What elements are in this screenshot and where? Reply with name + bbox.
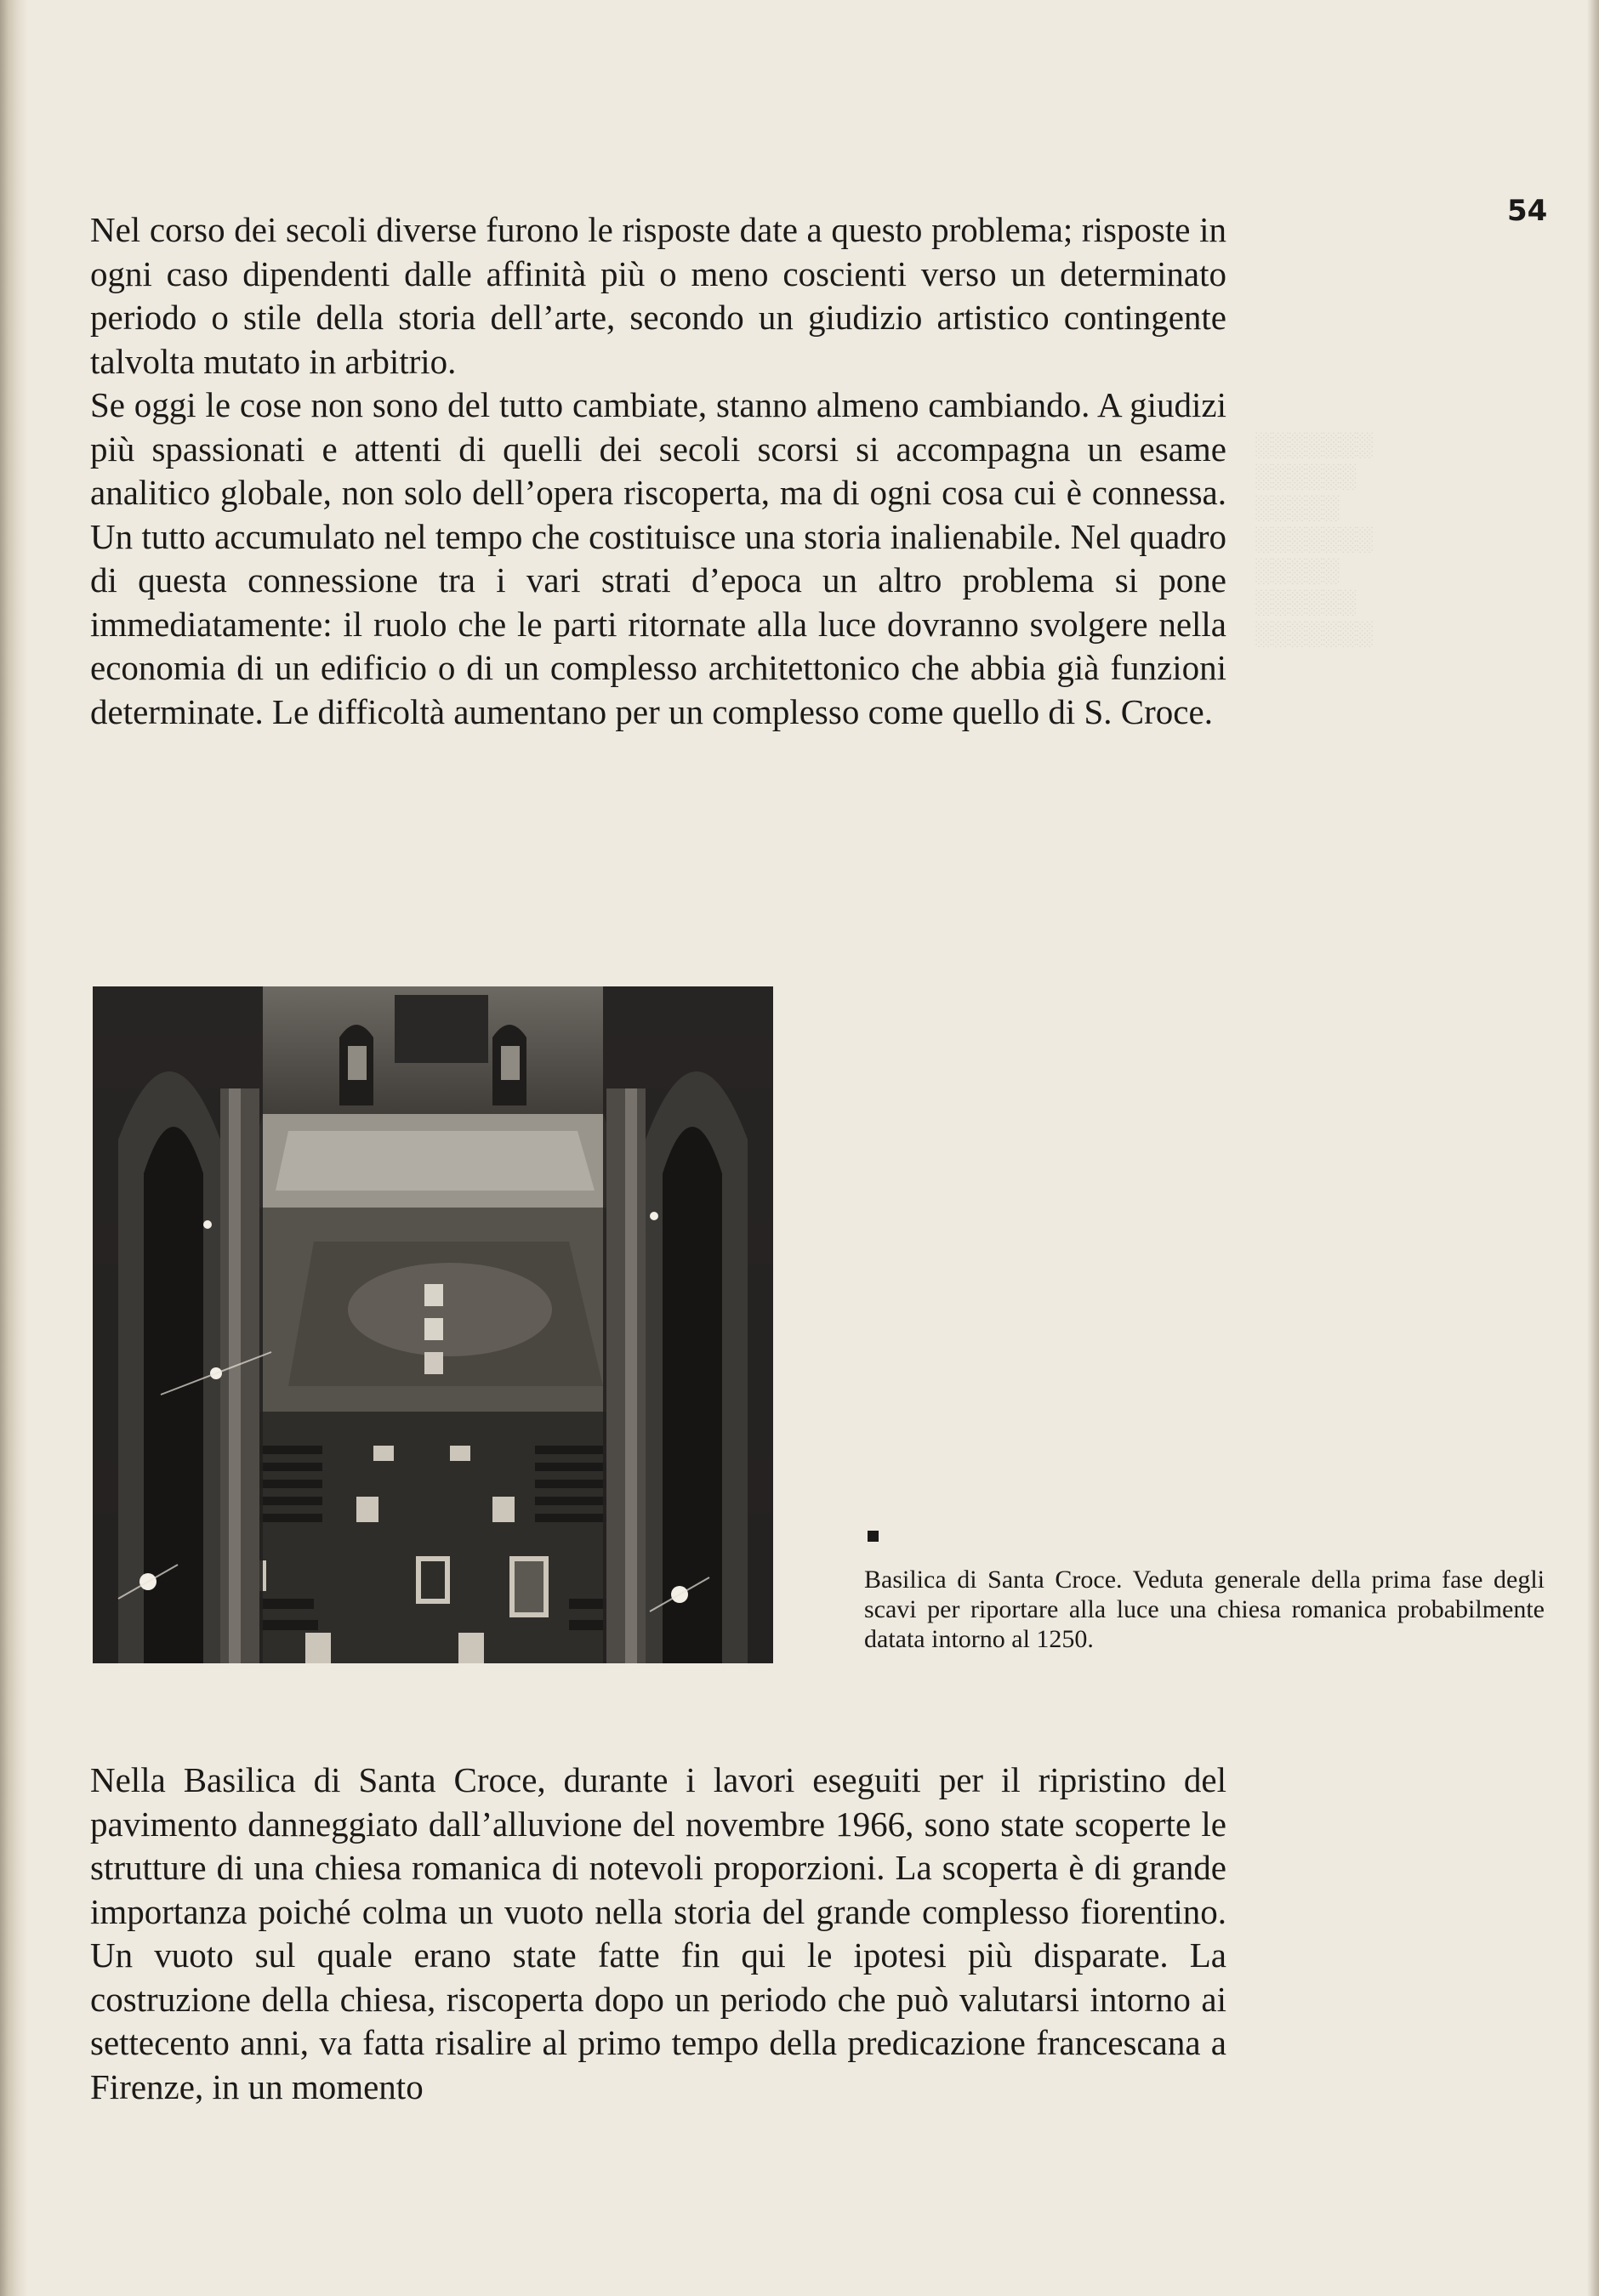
page-number: 54 [1507,194,1548,228]
body-text-bottom [90,1759,1226,2109]
show-through-marks: ░░░░░░░ ░░░░░░ ░░░░░ ░░░░░░░ ░░░░░ ░░░░░░ ░░░░░░░ [1255,432,1373,647]
paragraph: Se oggi le cose non sono del tutto cambiate, stanno almeno cambiando. A giudizi più spassionati e attenti di quelli dei secoli scorsi si accompagna un esame analitico globale, non solo dell’opera riscoperta, ma di ogni cosa cui è connessa. Un tutto accumulato nel tempo che costituisce una storia inalienabile. Nel quadro di questa connessione tra i vari strati d’epoca un altro problema si pone immediatamente: il ruolo che le parti ritornate alla luce dovranno svolgere nella economia di un edificio o di un complesso architettonico che abbia già funzioni determinate. Le difficoltà aumentano per un complesso come quello di S. Croce. [90,385,1226,731]
figure-caption: Basilica di Santa Croce. Veduta generale della prima fase degli scavi per riportare alla luce una chiesa romanica probabilmente datata intorno al 1250. [864,1566,1545,1653]
page-edge-shadow [1587,0,1599,2296]
caption-bullet [868,1531,879,1542]
basilica-excavation-photo [93,986,773,1663]
body-text-top [90,208,1226,734]
page-binding-shadow [0,0,29,2296]
figure-photo [93,986,773,1663]
paragraph: Nella Basilica di Santa Croce, durante i lavori eseguiti per il ripristino del pavimento danneggiato dall’alluvione del novembre 1966, sono state scoperte le strutture di una chiesa romanica di notevoli proporzioni. La scoperta è di grande importanza poiché colma un vuoto nella storia del grande complesso fiorentino. Un vuoto sul quale erano state fatte fin qui le ipotesi più disparate. La costruzione della chiesa, riscoperta dopo un periodo che può valutarsi intorno ai settecento anni, va fatta risalire al primo tempo della predicazione francescana a Firenze, in un momento [90,1760,1226,2106]
paragraph: Nel corso dei secoli diverse furono le risposte date a questo problema; risposte in ogni caso dipendenti dalle affinità più o meno coscienti verso un determinato periodo o stile della storia dell’arte, secondo un giudizio artistico contingente talvolta mutato in arbitrio. [90,210,1226,381]
